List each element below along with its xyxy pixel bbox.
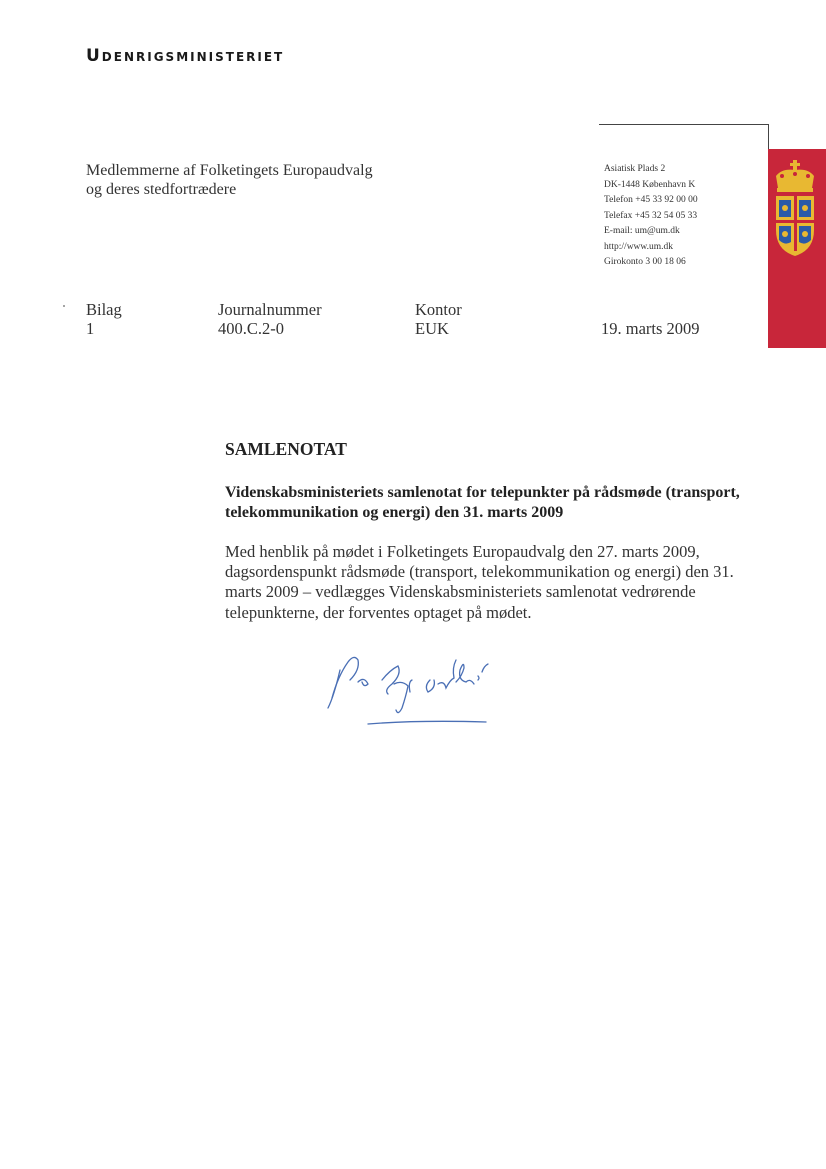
kontor-value: EUK [415,319,449,338]
sender-address-block [604,162,698,271]
address-giro: Girokonto 3 00 18 06 [604,257,686,267]
document-date: 19. marts 2009 [601,319,700,338]
journal-value: 400.C.2-0 [218,319,284,338]
header-rule-vertical [768,124,769,150]
document-body: Med henblik på mødet i Folketingets Europaudvalg den 27. marts 2009, dagsordenspunkt rådsmøde (transport, telekommunikation og energi) den 31. marts 2009 – vedlægges Videnskabsministeriets samlenotat vedrørende telepunkterne, der forventes optaget på mødet. [225,542,734,622]
recipient-block [86,161,373,199]
address-phone: Telefon +45 33 92 00 00 [604,195,698,205]
recipient-line-2: og deres stedfortrædere [86,181,237,198]
document-title: SAMLENOTAT [225,439,347,459]
recipient-line-1: Medlemmerne af Folketingets Europaudvalg [86,162,373,179]
bilag-value: 1 [86,319,95,338]
document-subtitle: Videnskabsministeriets samlenotat for telepunkter på rådsmøde (transport, telekommunikation og energi) den 31. marts 2009 [225,484,740,521]
journal-block [218,300,322,338]
bilag-block [86,300,122,338]
address-email[interactable]: E-mail: um@um.dk [604,226,680,236]
journal-label: Journalnummer [218,300,322,319]
address-website[interactable]: http://www.um.dk [604,241,674,252]
kontor-label: Kontor [415,300,462,319]
ministry-name: Udenrigsministeriet [86,46,285,66]
margin-dot [63,305,65,307]
kontor-block [415,300,462,338]
bilag-label: Bilag [86,300,122,319]
address-street: Asiatisk Plads 2 [604,164,666,174]
royal-coat-of-arms-icon [772,160,818,256]
handwritten-signature [318,640,538,740]
header-rule [599,124,769,125]
address-fax: Telefax +45 32 54 05 33 [604,210,698,221]
address-city: DK-1448 København K [604,179,696,190]
